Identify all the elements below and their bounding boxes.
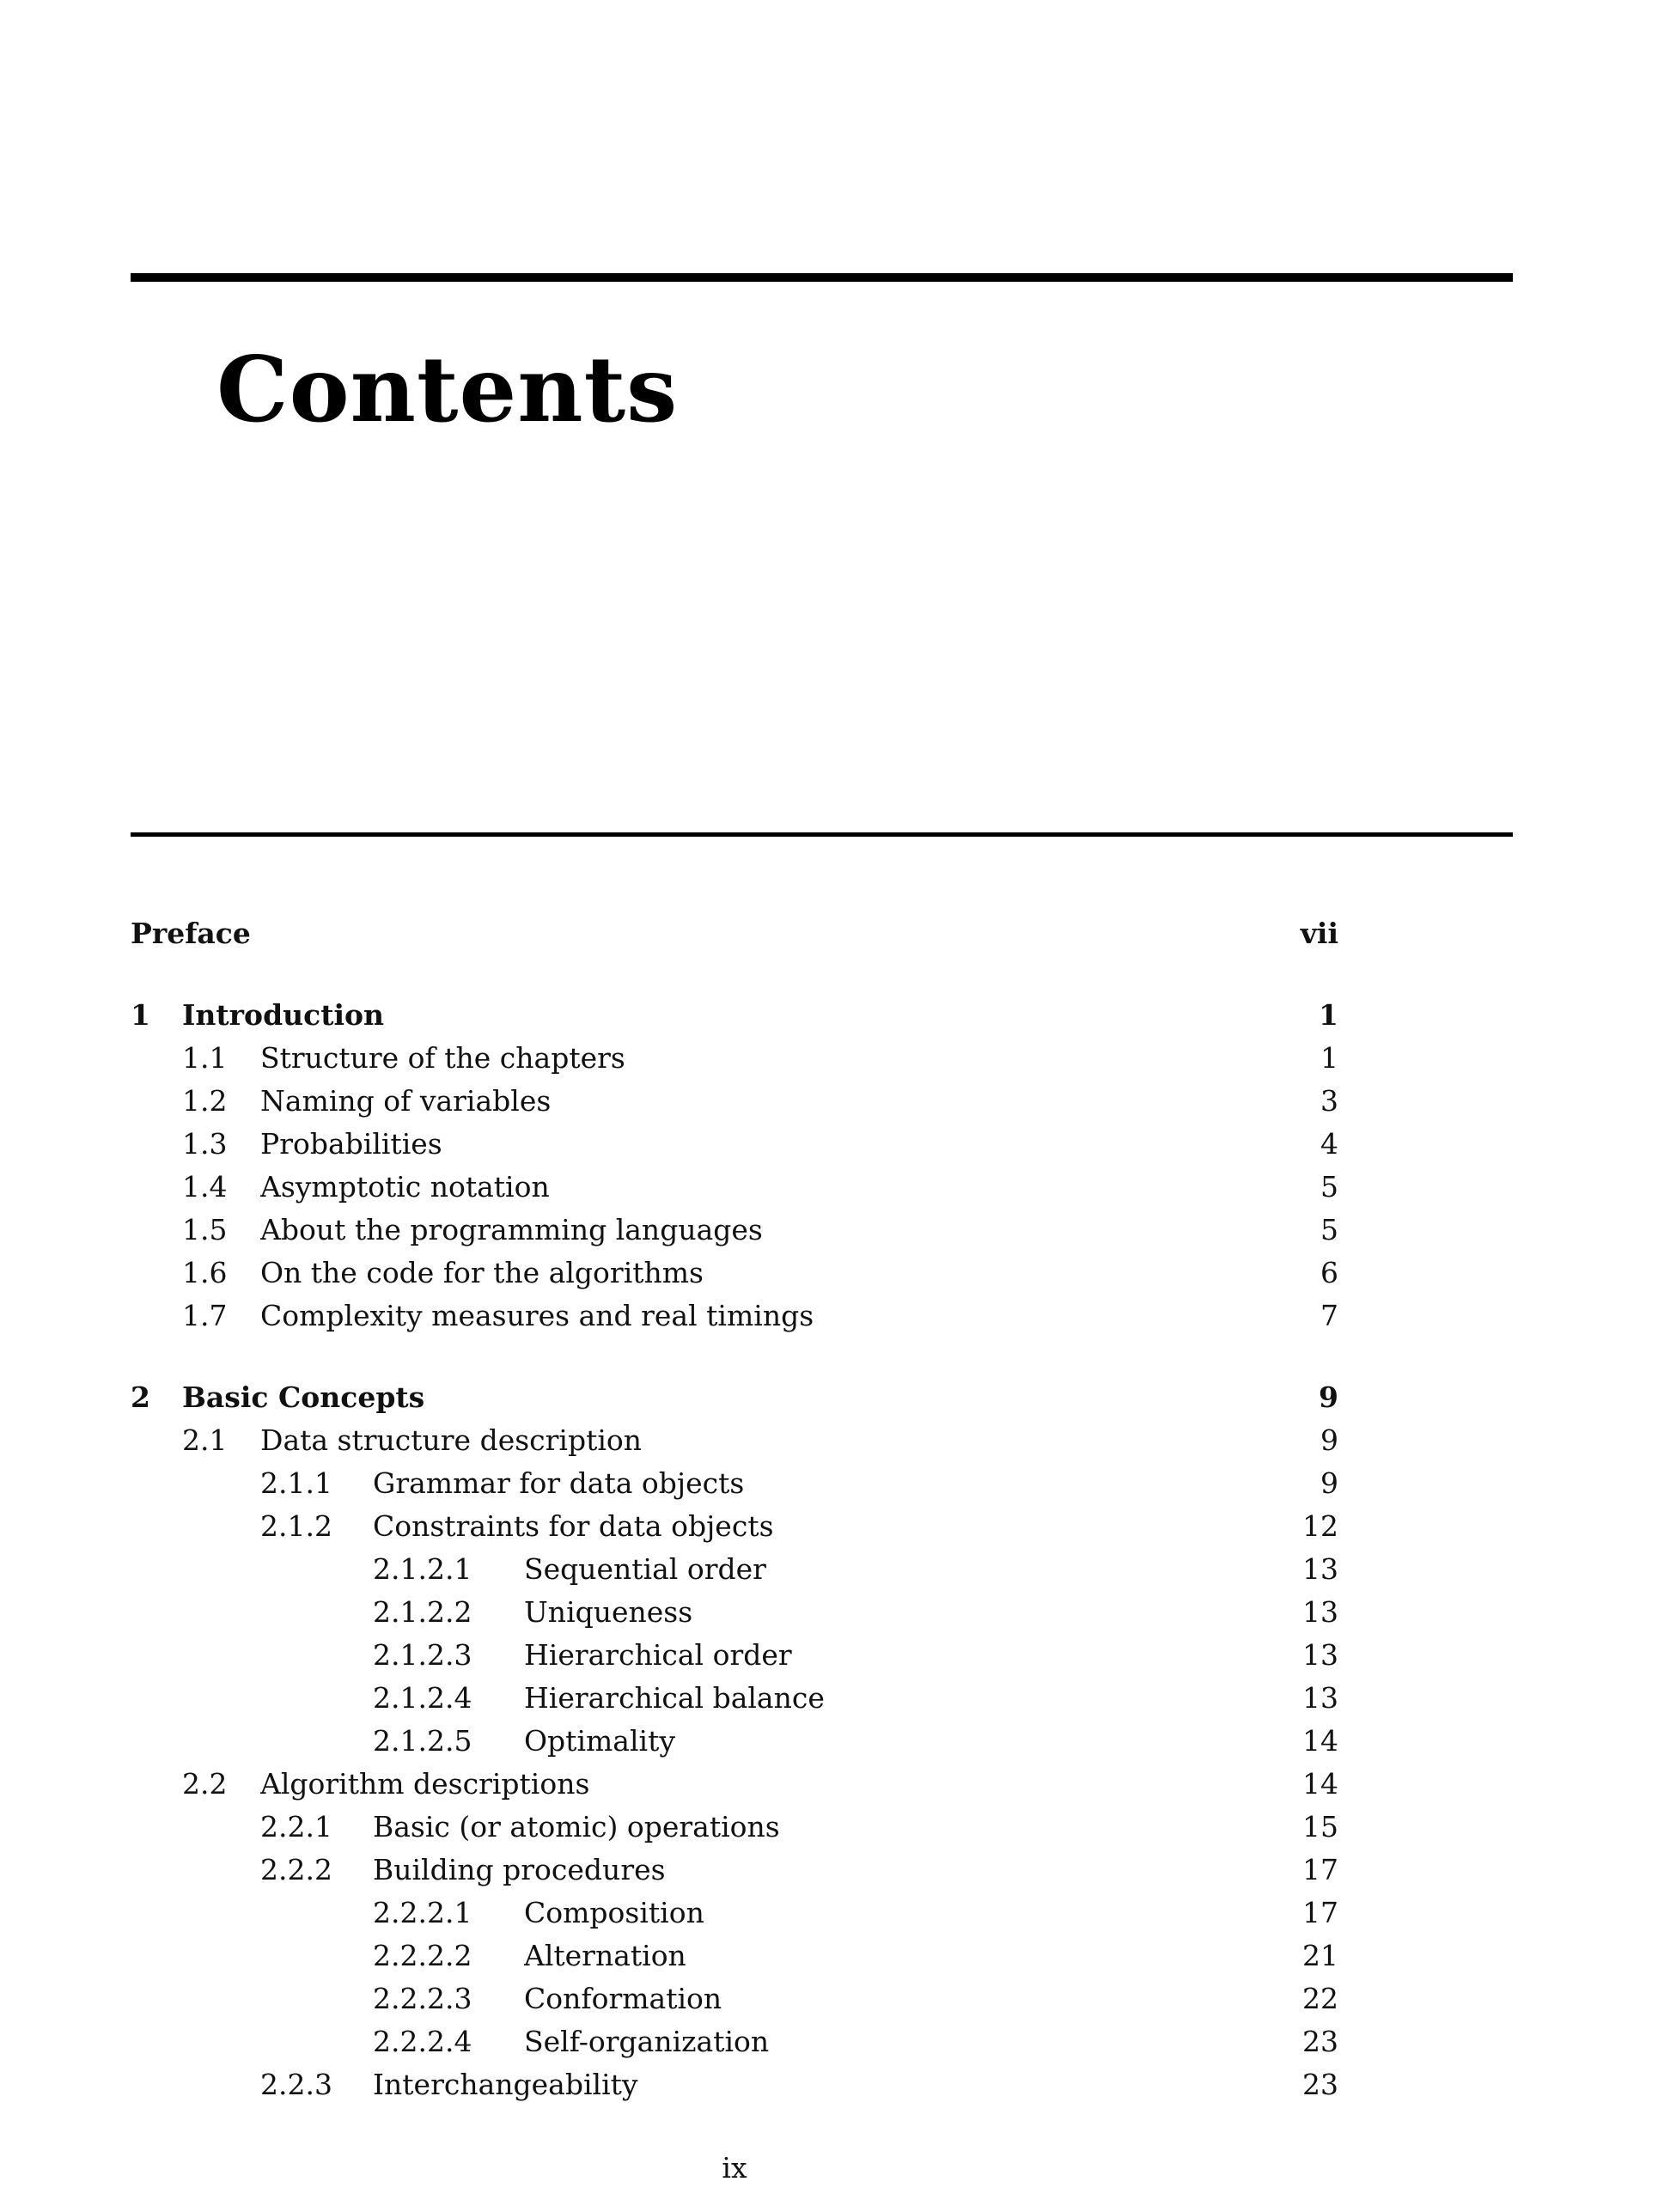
entry-page: 17 bbox=[1302, 1853, 1338, 1887]
toc-entry bbox=[131, 1080, 1338, 1123]
entry-number: 1.2 bbox=[182, 1084, 228, 1118]
entry-page: 14 bbox=[1302, 1724, 1338, 1758]
entry-title: Algorithm descriptions bbox=[260, 1767, 590, 1801]
entry-number: 2.2.3 bbox=[260, 2068, 332, 2102]
toc-entry bbox=[131, 1935, 1338, 1977]
entry-title: Preface bbox=[131, 917, 251, 951]
entry-page: 6 bbox=[1320, 1256, 1338, 1290]
toc-entry bbox=[131, 912, 1338, 955]
toc-entry bbox=[131, 1677, 1338, 1720]
entry-title: On the code for the algorithms bbox=[260, 1256, 704, 1290]
entry-page: 17 bbox=[1302, 1896, 1338, 1930]
entry-page: 3 bbox=[1320, 1084, 1338, 1118]
entry-title: Grammar for data objects bbox=[373, 1466, 745, 1501]
entry-page: 13 bbox=[1302, 1595, 1338, 1630]
entry-title: About the programming languages bbox=[260, 1213, 763, 1247]
entry-number: 2 bbox=[131, 1380, 150, 1415]
entry-number: 1.7 bbox=[182, 1299, 228, 1333]
toc-entry bbox=[131, 1591, 1338, 1634]
entry-number: 2.2 bbox=[182, 1767, 228, 1801]
entry-title: Hierarchical balance bbox=[524, 1681, 825, 1715]
entry-number: 1.4 bbox=[182, 1170, 228, 1204]
entry-page: 9 bbox=[1320, 1423, 1338, 1458]
entry-number: 1.6 bbox=[182, 1256, 228, 1290]
entry-number: 1.5 bbox=[182, 1213, 228, 1247]
toc-entry bbox=[131, 1548, 1338, 1591]
toc-entry bbox=[131, 1763, 1338, 1806]
entry-title: Interchangeability bbox=[373, 2068, 638, 2102]
entry-page: 22 bbox=[1302, 1982, 1338, 2016]
toc-entry bbox=[131, 1977, 1338, 2020]
entry-number: 1 bbox=[131, 998, 150, 1033]
entry-page: 21 bbox=[1302, 1939, 1338, 1973]
entry-title: Building procedures bbox=[373, 1853, 666, 1887]
entry-title: Basic Concepts bbox=[182, 1380, 425, 1415]
entry-number: 2.1.2.2 bbox=[373, 1595, 472, 1630]
entry-number: 2.1.2 bbox=[260, 1509, 332, 1544]
entry-title: Sequential order bbox=[524, 1552, 766, 1587]
entry-page: 4 bbox=[1320, 1127, 1338, 1161]
entry-page: 1 bbox=[1319, 998, 1338, 1033]
entry-page: 7 bbox=[1320, 1299, 1338, 1333]
toc-entry bbox=[131, 2063, 1338, 2106]
entry-title: Optimality bbox=[524, 1724, 675, 1758]
entry-title: Constraints for data objects bbox=[373, 1509, 774, 1544]
entry-page: 13 bbox=[1302, 1552, 1338, 1587]
entry-title: Probabilities bbox=[260, 1127, 442, 1161]
toc-entry bbox=[131, 1505, 1338, 1548]
entry-title: Composition bbox=[524, 1896, 704, 1930]
entry-page: 15 bbox=[1302, 1810, 1338, 1844]
entry-number: 2.1.2.4 bbox=[373, 1681, 472, 1715]
entry-page: 5 bbox=[1320, 1170, 1338, 1204]
toc-list bbox=[131, 912, 1338, 2106]
top-rule bbox=[131, 273, 1513, 282]
entry-title: Uniqueness bbox=[524, 1595, 693, 1630]
entry-number: 2.2.2 bbox=[260, 1853, 332, 1887]
toc-entry bbox=[131, 1849, 1338, 1892]
toc-entry bbox=[131, 1166, 1338, 1209]
toc-entry bbox=[131, 1892, 1338, 1935]
entry-title: Asymptotic notation bbox=[260, 1170, 550, 1204]
toc-entry bbox=[131, 994, 1338, 1037]
entry-title: Complexity measures and real timings bbox=[260, 1299, 814, 1333]
toc-entry bbox=[131, 1634, 1338, 1677]
toc-entry bbox=[131, 1209, 1338, 1252]
entry-page: 23 bbox=[1302, 2025, 1338, 2059]
toc-entry bbox=[131, 1376, 1338, 1419]
toc-entry bbox=[131, 1419, 1338, 1462]
entry-page: 13 bbox=[1302, 1638, 1338, 1673]
toc-entry bbox=[131, 2020, 1338, 2063]
entry-number: 2.2.1 bbox=[260, 1810, 332, 1844]
entry-number: 2.1.2.5 bbox=[373, 1724, 472, 1758]
entry-title: Alternation bbox=[524, 1939, 686, 1973]
entry-number: 2.1.2.3 bbox=[373, 1638, 472, 1673]
entry-page: 12 bbox=[1302, 1509, 1338, 1544]
toc-entry bbox=[131, 1295, 1338, 1338]
entry-page: 5 bbox=[1320, 1213, 1338, 1247]
entry-title: Introduction bbox=[182, 998, 385, 1033]
entry-page: 14 bbox=[1302, 1767, 1338, 1801]
entry-title: Conformation bbox=[524, 1982, 722, 2016]
entry-number: 1.1 bbox=[182, 1041, 228, 1076]
entry-number: 1.3 bbox=[182, 1127, 228, 1161]
toc-entry bbox=[131, 1806, 1338, 1849]
entry-number: 2.1.1 bbox=[260, 1466, 332, 1501]
entry-title: Naming of variables bbox=[260, 1084, 552, 1118]
entry-number: 2.1.2.1 bbox=[373, 1552, 472, 1587]
toc-entry bbox=[131, 1252, 1338, 1295]
entry-title: Hierarchical order bbox=[524, 1638, 792, 1673]
entry-title: Basic (or atomic) operations bbox=[373, 1810, 780, 1844]
entry-page: 9 bbox=[1320, 1466, 1338, 1501]
entry-number: 2.2.2.1 bbox=[373, 1896, 472, 1930]
folio-page-number: ix bbox=[722, 2151, 747, 2185]
entry-number: 2.1 bbox=[182, 1423, 228, 1458]
toc-entry bbox=[131, 1720, 1338, 1763]
entry-page: 13 bbox=[1302, 1681, 1338, 1715]
entry-page: vii bbox=[1300, 917, 1338, 951]
toc-entry bbox=[131, 1462, 1338, 1505]
entry-title: Self-organization bbox=[524, 2025, 770, 2059]
toc-entry bbox=[131, 1123, 1338, 1166]
entry-number: 2.2.2.2 bbox=[373, 1939, 472, 1973]
toc-entry bbox=[131, 1037, 1338, 1080]
entry-number: 2.2.2.3 bbox=[373, 1982, 472, 2016]
entry-page: 1 bbox=[1320, 1041, 1338, 1076]
page-title: Contents bbox=[216, 336, 679, 442]
entry-title: Structure of the chapters bbox=[260, 1041, 625, 1076]
entry-number: 2.2.2.4 bbox=[373, 2025, 472, 2059]
entry-page: 9 bbox=[1319, 1380, 1338, 1415]
entry-title: Data structure description bbox=[260, 1423, 643, 1458]
divider-rule bbox=[131, 832, 1513, 837]
entry-page: 23 bbox=[1302, 2068, 1338, 2102]
